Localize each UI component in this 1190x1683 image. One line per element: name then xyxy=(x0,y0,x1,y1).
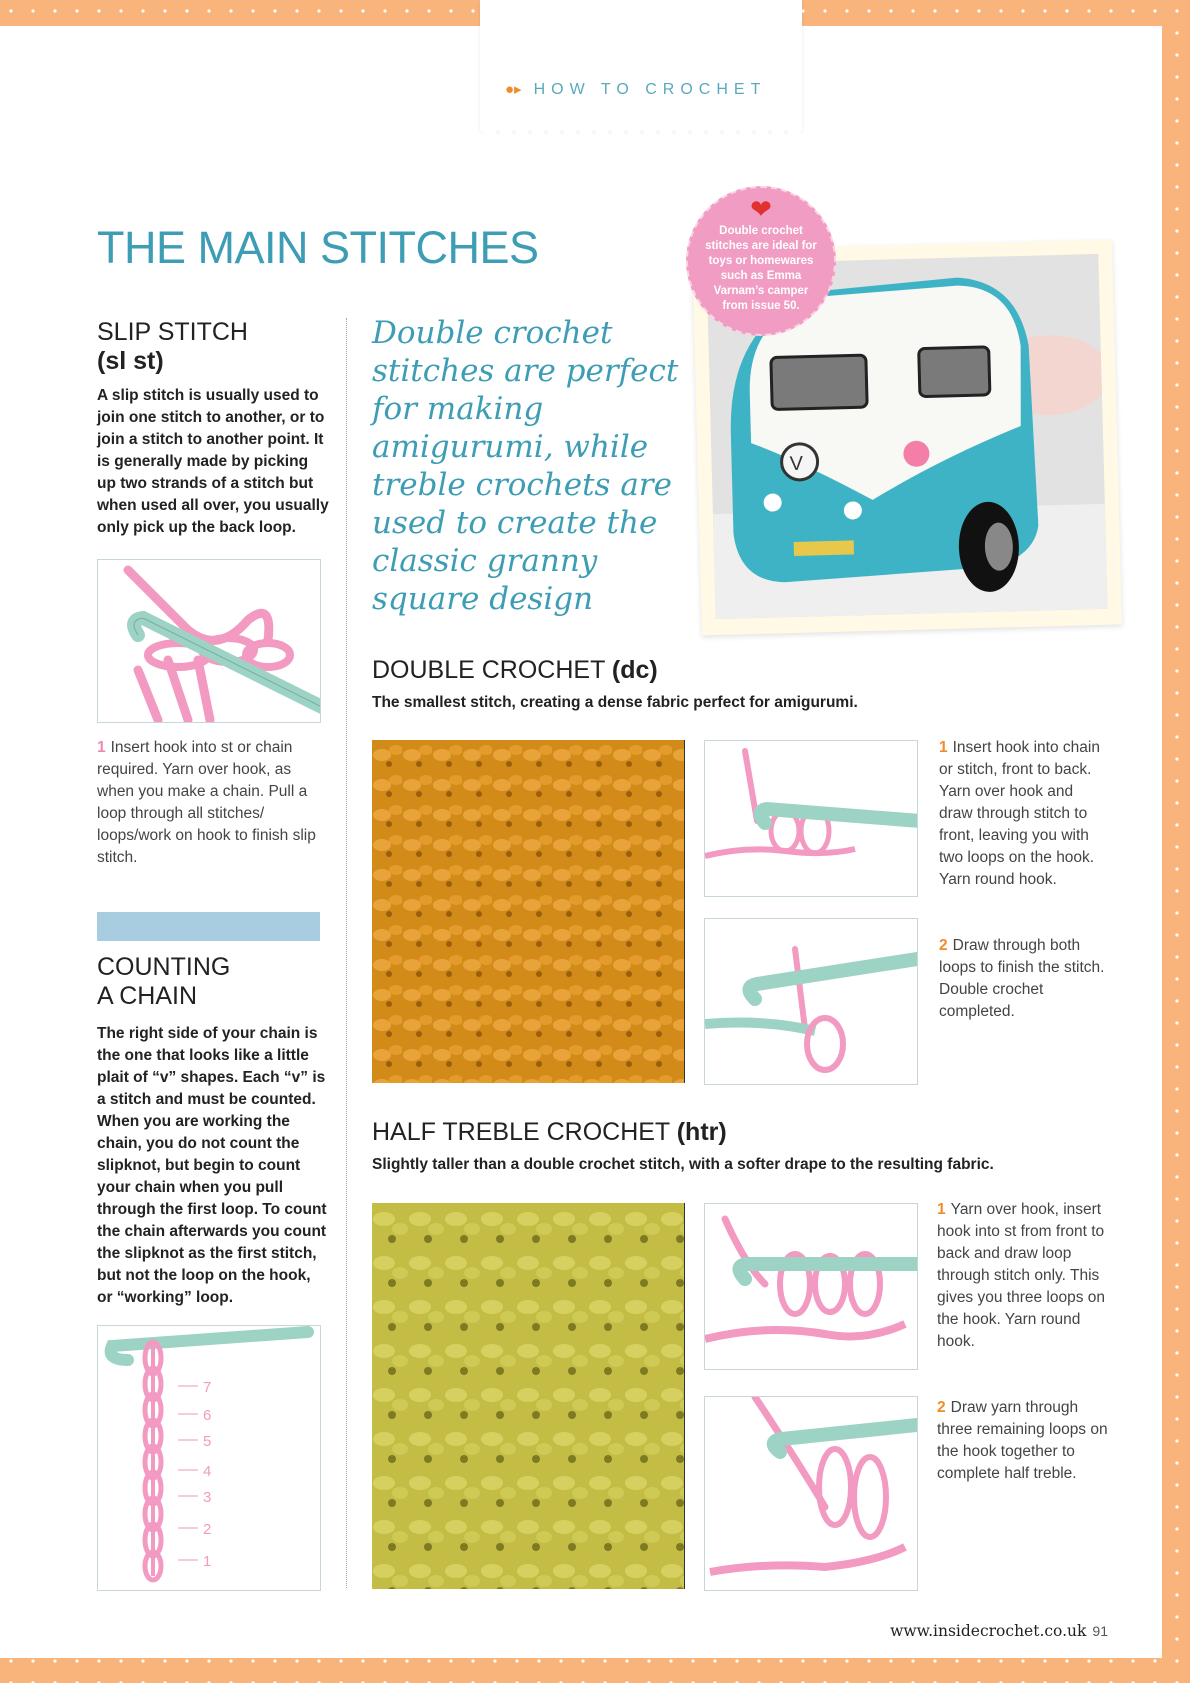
slip-stitch-step1: 1 Insert hook into st or chain required. Yarn over hook, as when you make a chain. Pull a loop through all stitches/ loops/work on hook to finish slip stitch. xyxy=(97,739,316,866)
header-tab xyxy=(480,0,802,130)
htr-swatch xyxy=(372,1203,685,1589)
htr-step1-diagram xyxy=(704,1203,918,1370)
htr-step1: 1 Yarn over hook, insert hook into st from front to back and draw loop through stitch only. This gives you three loops on the hook. Yarn round hook. xyxy=(937,1201,1106,1350)
footer-url[interactable]: www.insidecrochet.co.uk xyxy=(890,1622,1087,1640)
slip-stitch-diagram xyxy=(97,559,321,723)
dc-swatch xyxy=(372,740,685,1083)
dc-step1-diagram xyxy=(704,740,918,897)
footer xyxy=(890,1622,1108,1640)
chain-num-6: 6 xyxy=(203,1407,212,1424)
chain-num-4: 4 xyxy=(203,1463,212,1480)
htr-step2-diagram xyxy=(704,1396,918,1591)
page-number: 91 xyxy=(1092,1623,1108,1639)
section-label: ●▸ HOW TO CROCHET xyxy=(505,81,767,98)
svg-text:V: V xyxy=(789,452,804,476)
pull-quote: Double crochet stitches are perfect for making amigurumi, while treble crochets are used to create the classic granny square design xyxy=(372,315,679,617)
chain-num-3: 3 xyxy=(203,1489,212,1506)
slip-stitch-heading: SLIP STITCH (sl st) xyxy=(97,318,248,375)
arrow-icon: ●▸ xyxy=(505,81,522,98)
slip-stitch-intro: A slip stitch is usually used to join one stitch to another, or to join a stitch to another point. It is generally made by picking up two strands of a stitch but when used all over, you usually only pick up the back loop. xyxy=(97,387,329,536)
header-tab-wave xyxy=(480,124,802,144)
blue-divider-bar xyxy=(97,912,320,941)
counting-chain-heading: COUNTING A CHAIN xyxy=(97,953,231,1010)
dc-step2: 2 Draw through both loops to finish the stitch. Double crochet completed. xyxy=(939,937,1105,1020)
chain-num-1: 1 xyxy=(203,1553,212,1570)
tip-badge: ❤ Double crochet stitches are ideal for toys or homewares such as Emma Varnam’s camper from issue 50. xyxy=(686,186,836,336)
chain-num-7: 7 xyxy=(203,1379,212,1396)
htr-step2: 2 Draw yarn through three remaining loops on the hook together to complete half treble. xyxy=(937,1399,1108,1482)
htr-subtitle: Slightly taller than a double crochet stitch, with a softer drape to the resulting fabric. xyxy=(372,1156,994,1173)
column-divider xyxy=(346,318,347,1588)
dc-step2-diagram xyxy=(704,918,918,1085)
chain-count-diagram xyxy=(97,1325,321,1591)
slip-stitch-illustration xyxy=(98,560,320,722)
htr-heading: HALF TREBLE CROCHET (htr) xyxy=(372,1118,727,1146)
page-title: THE MAIN STITCHES xyxy=(97,222,539,273)
dc-step1: 1 Insert hook into chain or stitch, front to back. Yarn over hook and draw through stitch to front, leaving you with two loops on the hook. Yarn round hook. xyxy=(939,739,1100,888)
heart-icon: ❤ xyxy=(750,195,772,225)
counting-chain-body: The right side of your chain is the one that looks like a little plait of “v” shapes. Each “v” is a stitch and must be counted. When you are working the chain, you do not count the slipknot, but begin to count your chain when you pull through the first loop. To count the chain afterwards you count the slipknot as the first stitch, but not the loop on the hook, or “working” loop. xyxy=(97,1025,327,1306)
dc-subtitle: The smallest stitch, creating a dense fabric perfect for amigurumi. xyxy=(372,694,858,711)
dc-heading: DOUBLE CROCHET (dc) xyxy=(372,656,658,684)
chain-num-2: 2 xyxy=(203,1521,212,1538)
chain-num-5: 5 xyxy=(203,1433,212,1450)
